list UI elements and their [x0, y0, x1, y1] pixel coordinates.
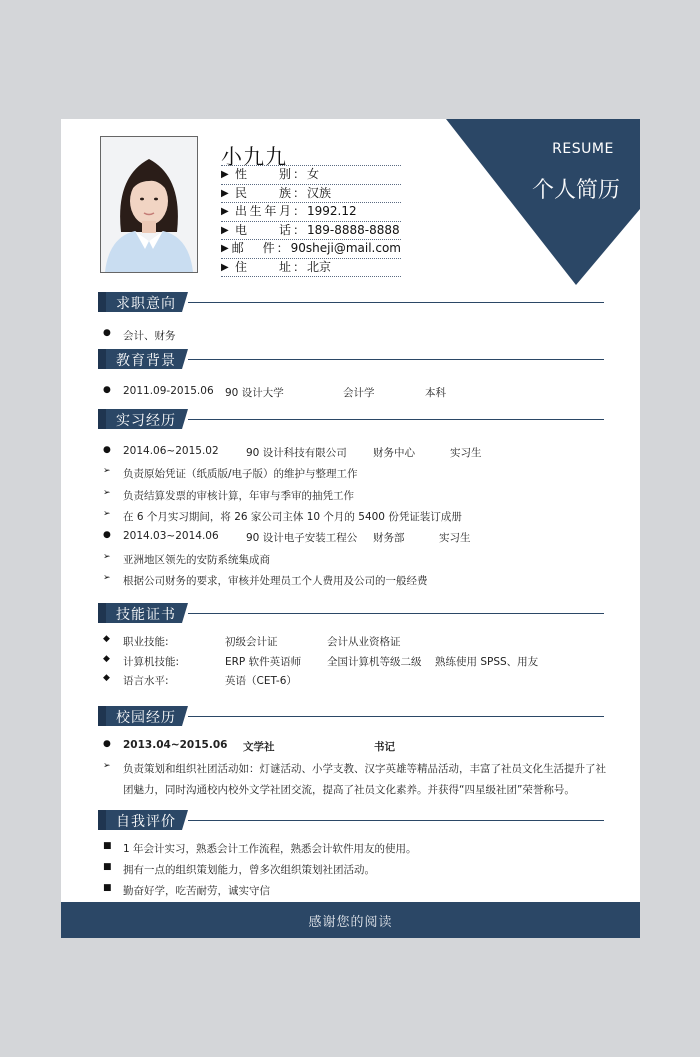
diamond-bullet-icon: ◆ [103, 673, 110, 683]
dot-bullet-icon: ● [103, 530, 111, 540]
triangle-marker-icon: ▶ [221, 169, 229, 181]
section-title: 技能证书 [116, 607, 176, 623]
self-eval-item: 1 年会计实习，熟悉会计工作流程，熟悉会计软件用友的使用。 [123, 843, 417, 855]
info-value: 90sheji@mail.com [290, 241, 401, 256]
skill-item: 熟练使用 SPSS、用友 [435, 656, 539, 668]
section-rule [188, 359, 604, 360]
job1-department: 财务中心 [373, 447, 415, 459]
dot-bullet-icon: ● [103, 328, 111, 338]
square-bullet-icon: ■ [103, 841, 112, 851]
info-colon: ： [276, 241, 289, 256]
profile-photo [100, 136, 198, 273]
self-eval-item: 勤奋好学，吃苦耐劳，诚实守信 [123, 885, 270, 897]
personal-info-row [221, 165, 401, 185]
job2-department: 财务部 [373, 532, 405, 544]
arrow-bullet-icon: ➢ [103, 552, 111, 562]
info-label-char: 出 [235, 204, 248, 219]
resume-en-label: RESUME [552, 141, 614, 157]
skill-item: 英语（CET-6） [225, 675, 297, 687]
section-header-internship [98, 409, 604, 429]
skill-label: 计算机技能: [123, 656, 180, 668]
dot-bullet-icon: ● [103, 445, 111, 455]
objective-text: 会计、财务 [123, 330, 176, 342]
square-bullet-icon: ■ [103, 883, 112, 893]
personal-info-row [221, 185, 401, 204]
info-label [232, 240, 277, 257]
info-label-char: 邮 [231, 241, 244, 256]
education-period: 2011.09-2015.06 [123, 385, 214, 397]
personal-info-row [221, 259, 401, 278]
arrow-bullet-icon: ➢ [103, 573, 111, 583]
info-label-char: 件 [262, 241, 275, 256]
section-header-education [98, 349, 604, 369]
job2-company: 90 设计电子安装工程公 [246, 532, 358, 544]
section-rule [188, 613, 604, 614]
triangle-marker-icon: ▶ [221, 243, 229, 255]
campus-desc-line: 负责策划和组织社团活动如：灯谜活动、小学支教、汉字英雄等精品活动，丰富了社员文化生活提升了社 [123, 763, 606, 775]
job1-duty: 在 6 个月实习期间，将 26 家公司主体 10 个月的 5400 份凭证装订成册 [123, 511, 462, 523]
arrow-bullet-icon: ➢ [103, 509, 111, 519]
job2-role: 实习生 [439, 532, 471, 544]
resume-cn-label: 个人简历 [531, 178, 620, 203]
section-title: 校园经历 [116, 710, 176, 726]
section-rule [188, 820, 604, 821]
info-colon: ： [293, 222, 306, 237]
campus-period: 2013.04~2015.06 [123, 739, 228, 751]
section-rule [188, 302, 604, 303]
footer-thanks [61, 902, 640, 938]
section-title: 求职意向 [116, 296, 176, 312]
campus-desc-line: 团魅力，同时沟通校内校外文学社团交流，提高了社员文化素养。并获得“四星级社团”荣誉称号。 [123, 784, 575, 796]
info-label-char: 族 [278, 185, 291, 200]
arrow-bullet-icon: ➢ [103, 466, 111, 476]
section-header-self [98, 810, 604, 830]
info-label-char: 民 [235, 185, 248, 200]
job2-duty: 亚洲地区领先的安防系统集成商 [123, 554, 270, 566]
self-eval-item: 拥有一点的组织策划能力，曾多次组织策划社团活动。 [123, 864, 375, 876]
info-label-char: 生 [249, 204, 262, 219]
section-header-skills [98, 603, 604, 623]
square-bullet-icon: ■ [103, 862, 112, 872]
job2-duty: 根据公司财务的要求，审核并处理员工个人费用及公司的一般经费 [123, 575, 428, 587]
education-major: 会计学 [343, 387, 375, 399]
campus-org: 文学社 [243, 741, 275, 753]
campus-role: 书记 [374, 741, 395, 753]
info-label-char: 住 [235, 259, 248, 274]
personal-info-row [221, 222, 401, 241]
info-label [235, 222, 293, 239]
info-colon: ： [293, 185, 306, 200]
info-value: 189-8888-8888 [307, 222, 400, 237]
arrow-bullet-icon: ➢ [103, 761, 111, 771]
job1-company: 90 设计科技有限公司 [246, 447, 347, 459]
job1-role: 实习生 [450, 447, 482, 459]
info-label [235, 185, 293, 202]
info-colon: ： [293, 167, 306, 182]
dot-bullet-icon: ● [103, 385, 111, 395]
resume-corner-banner [446, 119, 640, 287]
skill-item: 会计从业资格证 [327, 636, 401, 648]
info-label-char: 电 [235, 222, 248, 237]
info-label-char: 址 [278, 259, 291, 274]
skill-item: 初级会计证 [225, 636, 278, 648]
job1-duty: 负责结算发票的审核计算，年审与季审的抽凭工作 [123, 490, 354, 502]
skill-item: ERP 软件英语师 [225, 656, 302, 668]
info-value: 北京 [307, 259, 332, 274]
info-value: 1992.12 [307, 204, 357, 219]
info-label-char: 月 [278, 204, 291, 219]
triangle-marker-icon: ▶ [221, 187, 229, 199]
info-label [235, 259, 293, 276]
footer-text: 感谢您的阅读 [308, 914, 393, 930]
education-degree: 本科 [425, 387, 446, 399]
section-header-objective [98, 292, 604, 312]
section-title: 实习经历 [116, 413, 176, 429]
diamond-bullet-icon: ◆ [103, 654, 110, 664]
personal-info-row [221, 203, 401, 222]
triangle-marker-icon: ▶ [221, 261, 229, 273]
candidate-name: 小九九 [221, 145, 287, 169]
job1-duty: 负责原始凭证（纸质版/电子版）的维护与整理工作 [123, 468, 358, 480]
personal-info-list [221, 165, 401, 277]
resume-page [61, 119, 640, 938]
skill-item: 全国计算机等级二级 [327, 656, 422, 668]
info-label-char: 年 [264, 204, 277, 219]
triangle-marker-icon: ▶ [221, 224, 229, 236]
info-value: 女 [307, 167, 320, 182]
job2-period: 2014.03~2014.06 [123, 530, 219, 542]
info-label [235, 166, 293, 183]
section-title: 教育背景 [116, 353, 176, 369]
info-label [235, 203, 293, 220]
info-label-char: 话 [278, 222, 291, 237]
education-school: 90 设计大学 [225, 387, 284, 399]
diamond-bullet-icon: ◆ [103, 634, 110, 644]
section-rule [188, 716, 604, 717]
dot-bullet-icon: ● [103, 739, 111, 749]
section-title: 自我评价 [116, 814, 176, 830]
info-colon: ： [293, 204, 306, 219]
info-value: 汉族 [307, 185, 332, 200]
skill-label: 语言水平: [123, 675, 169, 687]
info-colon: ： [293, 259, 306, 274]
triangle-marker-icon: ▶ [221, 206, 229, 218]
arrow-bullet-icon: ➢ [103, 488, 111, 498]
section-header-campus [98, 706, 604, 726]
skill-label: 职业技能: [123, 636, 169, 648]
job1-period: 2014.06~2015.02 [123, 445, 219, 457]
info-label-char: 性 [235, 167, 248, 182]
personal-info-row [221, 240, 401, 259]
info-label-char: 别 [278, 167, 291, 182]
section-rule [188, 419, 604, 420]
